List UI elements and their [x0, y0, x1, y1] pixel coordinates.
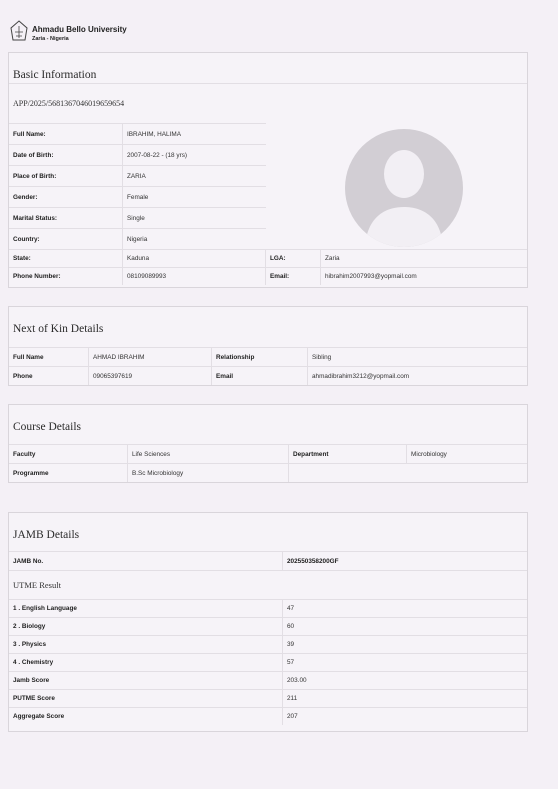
application-number: APP/2025/5681367046019659654 [9, 83, 527, 123]
field-label: Marital Status: [9, 208, 123, 228]
score-label: PUTME Score [9, 690, 283, 707]
field-value: ZARIA [127, 172, 146, 180]
phone-label: Phone Number: [9, 268, 123, 285]
subject-score: 47 [287, 605, 295, 612]
university-name: Ahmadu Bello University [32, 25, 127, 34]
score-label: Aggregate Score [9, 708, 283, 725]
phone-value: 08109089993 [123, 268, 266, 285]
score-value: 211 [287, 695, 298, 702]
kin-name-label: Full Name [9, 348, 89, 366]
basic-information-section [8, 52, 528, 288]
email-label: Email: [266, 268, 321, 285]
programme-value: B.Sc Microbiology [128, 464, 289, 482]
jamb-details-section [8, 512, 528, 732]
field-label: Full Name: [9, 124, 123, 144]
relationship-label: Relationship [212, 348, 308, 366]
profile-photo-placeholder [345, 129, 463, 247]
field-value: 2007-08-22 - (18 yrs) [127, 151, 188, 159]
subject-label: 4 . Chemistry [9, 654, 283, 671]
programme-label: Programme [9, 464, 128, 482]
department-value: Microbiology [411, 450, 447, 458]
jamb-no-label: JAMB No. [9, 552, 283, 570]
lga-value: Zaria [325, 255, 340, 262]
utme-result-title: UTME Result [13, 580, 61, 590]
kin-phone-value: 09065397619 [89, 367, 212, 385]
university-location: Zaria - Nigeria [32, 36, 69, 42]
empty-cell [289, 464, 527, 482]
field-label: Country: [9, 229, 123, 249]
kin-phone-label: Phone [9, 367, 89, 385]
subject-label: 3 . Physics [9, 636, 283, 653]
faculty-value: Life Sciences [128, 445, 289, 463]
relationship-value: Sibling [312, 353, 332, 361]
field-value: Female [127, 193, 149, 201]
next-of-kin-section [8, 306, 528, 386]
subject-score: 60 [287, 623, 295, 630]
subject-label: 2 . Biology [9, 618, 283, 635]
field-value: Nigeria [127, 235, 148, 243]
department-label: Department [289, 445, 407, 463]
kin-email-label: Email [212, 367, 308, 385]
page-header [10, 20, 127, 43]
field-label: Place of Birth: [9, 166, 123, 186]
section-title: Course Details [13, 421, 82, 433]
section-title: Basic Information [13, 69, 97, 81]
kin-email-value: ahmadibrahim3212@yopmail.com [312, 372, 410, 380]
state-label: State: [9, 250, 123, 267]
subject-label: 1 . English Language [9, 600, 283, 617]
score-value: 207 [287, 713, 298, 720]
person-silhouette-icon [345, 129, 463, 247]
basic-details-table [9, 123, 527, 285]
score-value: 203.00 [287, 677, 307, 684]
lga-label: LGA: [266, 250, 321, 267]
university-crest-icon [10, 20, 28, 42]
subject-score: 57 [287, 659, 295, 666]
field-label: Date of Birth: [9, 145, 123, 165]
field-label: Gender: [9, 187, 123, 207]
score-label: Jamb Score [9, 672, 283, 689]
field-value: IBRAHIM, HALIMA [127, 130, 181, 138]
jamb-no-value: 202550358200GF [287, 557, 339, 565]
course-details-section [8, 404, 528, 483]
photo-area [274, 123, 526, 249]
faculty-label: Faculty [9, 445, 128, 463]
email-value: hibrahim2007993@yopmail.com [325, 273, 417, 280]
subject-score: 39 [287, 641, 295, 648]
field-value: Single [127, 214, 145, 222]
kin-name-value: AHMAD IBRAHIM [89, 348, 212, 366]
section-title: Next of Kin Details [13, 323, 104, 335]
state-value: Kaduna [123, 250, 266, 267]
section-title: JAMB Details [13, 529, 80, 541]
